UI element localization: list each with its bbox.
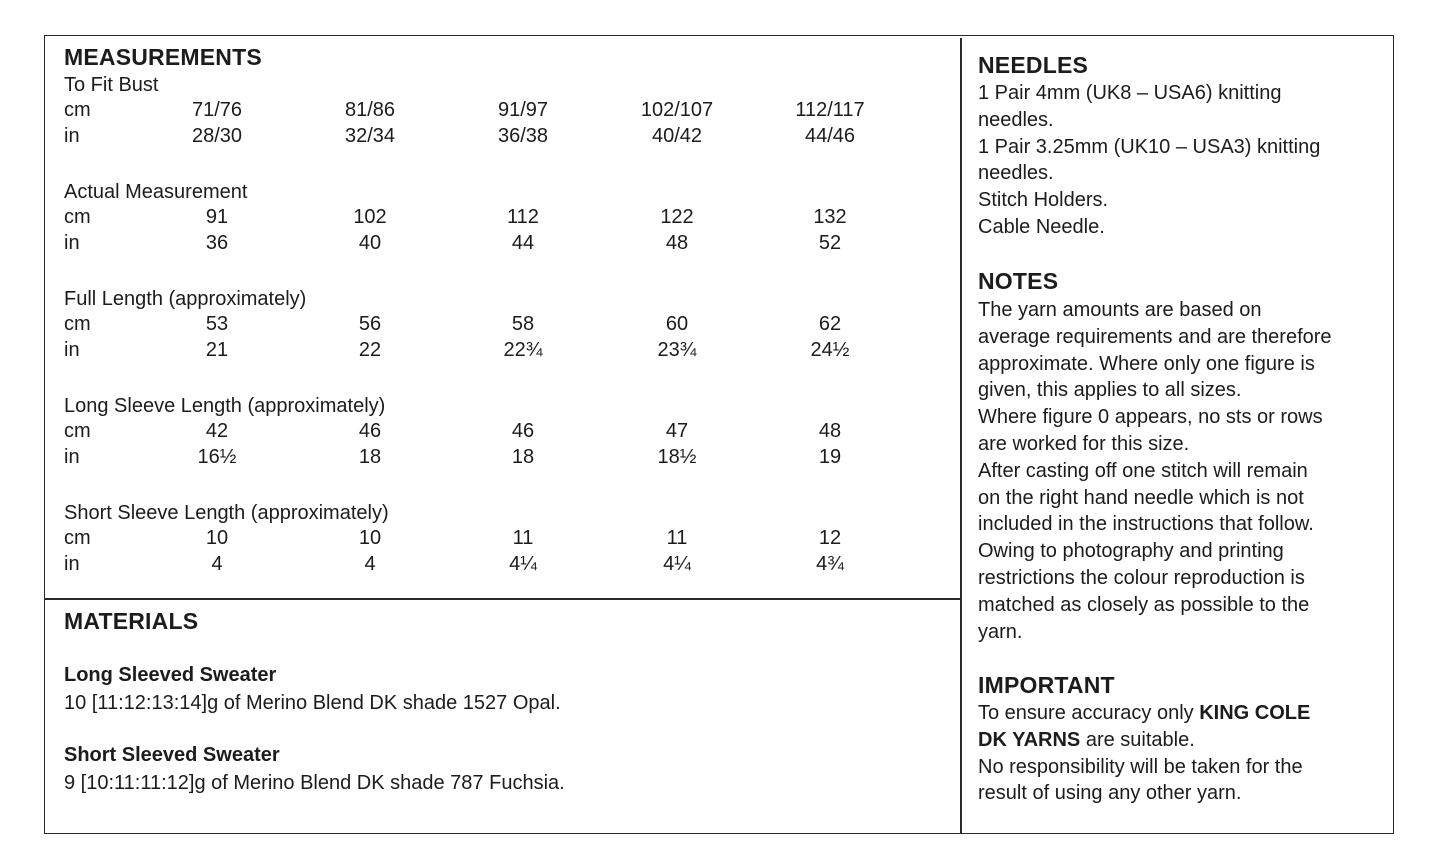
measurement-value: 36 [205, 232, 229, 254]
measurement-value: 42 [205, 420, 229, 442]
measurement-value: 12 [818, 527, 842, 549]
notes-line: average requirements and are therefore [978, 325, 1332, 348]
needles-heading: NEEDLES [978, 52, 1089, 78]
measurement-value: 24½ [810, 339, 850, 361]
measurement-group-label: To Fit Bust [64, 74, 159, 96]
unit-label: in [64, 339, 80, 361]
measurement-value: 102/107 [640, 99, 714, 121]
unit-label: cm [64, 313, 91, 335]
long-sleeved-materials: 10 [11:12:13:14]g of Merino Blend DK shade 1527 Opal. [64, 692, 561, 714]
measurement-value: 21 [205, 339, 229, 361]
short-sleeved-title: Short Sleeved Sweater [64, 744, 280, 766]
notes-line: After casting off one stitch will remain [978, 459, 1308, 482]
notes-line: restrictions the colour reproduction is [978, 566, 1305, 589]
brand-yarn-type: DK YARNS [978, 728, 1081, 751]
notes-line: given, this applies to all sizes. [978, 379, 1242, 402]
important-text [978, 700, 1388, 807]
needles-line: 1 Pair 3.25mm (UK10 – USA3) knitting [978, 135, 1321, 158]
measurement-value: 19 [818, 446, 842, 468]
measurement-value: 48 [665, 232, 689, 254]
measurement-value: 4¾ [816, 553, 844, 575]
important-text-part: are suitable. [1080, 728, 1195, 751]
measurement-value: 10 [358, 527, 382, 549]
measurement-value: 71/76 [191, 99, 243, 121]
measurement-value: 4 [211, 553, 223, 575]
measurement-value: 18 [358, 446, 382, 468]
measurement-value: 18 [511, 446, 535, 468]
important-line [978, 700, 1388, 727]
measurement-value: 46 [358, 420, 382, 442]
measurement-value: 4 [364, 553, 376, 575]
notes-line: included in the instructions that follow. [978, 513, 1314, 536]
unit-label: cm [64, 206, 91, 228]
long-sleeved-title: Long Sleeved Sweater [64, 664, 277, 686]
measurement-value: 81/86 [344, 99, 396, 121]
measurement-value: 122 [660, 206, 694, 228]
unit-label: in [64, 125, 80, 147]
measurement-value: 112 [507, 206, 539, 228]
notes-line: are worked for this size. [978, 432, 1190, 455]
important-line: result of using any other yarn. [978, 782, 1242, 805]
notes-heading: NOTES [978, 268, 1059, 294]
measurement-group-label: Long Sleeve Length (approximately) [64, 395, 386, 417]
measurements-heading: MEASUREMENTS [64, 44, 262, 70]
measurement-value: 60 [665, 313, 689, 335]
measurement-value: 44/46 [804, 125, 856, 147]
needles-line: Stitch Holders. [978, 189, 1109, 212]
important-line: No responsibility will be taken for the [978, 755, 1303, 778]
measurement-group-label: Short Sleeve Length (approximately) [64, 502, 389, 524]
measurement-value: 102 [353, 206, 387, 228]
notes-text [978, 297, 1388, 645]
measurement-group-label: Full Length (approximately) [64, 288, 307, 310]
measurement-value: 28/30 [191, 125, 243, 147]
measurement-value: 36/38 [497, 125, 549, 147]
measurement-value: 22 [358, 339, 382, 361]
measurement-value: 52 [818, 232, 842, 254]
needles-line: 1 Pair 4mm (UK8 – USA6) knitting [978, 82, 1282, 104]
column-divider [960, 38, 962, 834]
measurement-value: 91/97 [497, 99, 549, 121]
measurement-value: 112/117 [795, 99, 865, 121]
notes-line: The yarn amounts are based on [978, 299, 1262, 321]
measurement-value: 10 [205, 527, 229, 549]
section-divider [44, 598, 961, 600]
unit-label: in [64, 553, 80, 575]
measurement-value: 23¾ [657, 339, 697, 361]
measurement-value: 16½ [197, 446, 237, 468]
measurement-value: 47 [665, 420, 689, 442]
measurement-value: 46 [511, 420, 535, 442]
unit-label: in [64, 232, 80, 254]
measurement-value: 22¾ [503, 339, 543, 361]
notes-line: Owing to photography and printing [978, 540, 1284, 563]
notes-line: Where figure 0 appears, no sts or rows [978, 406, 1323, 429]
short-sleeved-materials: 9 [10:11:11:12]g of Merino Blend DK shade 787 Fuchsia. [64, 772, 565, 794]
measurement-value: 11 [666, 527, 688, 549]
measurement-value: 32/34 [344, 125, 396, 147]
measurement-value: 44 [511, 232, 535, 254]
measurement-value: 48 [818, 420, 842, 442]
measurement-value: 56 [358, 313, 382, 335]
notes-line: matched as closely as possible to the [978, 593, 1310, 616]
measurement-value: 40 [358, 232, 382, 254]
materials-heading: MATERIALS [64, 608, 199, 634]
brand-name: KING COLE [1199, 702, 1311, 724]
needles-line: Cable Needle. [978, 215, 1105, 238]
notes-line: on the right hand needle which is not [978, 486, 1304, 509]
measurement-value: 62 [818, 313, 842, 335]
needles-line: needles. [978, 108, 1054, 131]
measurement-value: 58 [511, 313, 535, 335]
important-heading: IMPORTANT [978, 672, 1115, 698]
unit-label: cm [64, 527, 91, 549]
unit-label: in [64, 446, 80, 468]
measurement-value: 91 [205, 206, 229, 228]
measurement-value: 11 [512, 527, 534, 549]
unit-label: cm [64, 99, 91, 121]
important-text-part: To ensure accuracy only [978, 702, 1200, 724]
measurement-value: 132 [813, 206, 847, 228]
notes-line: approximate. Where only one figure is [978, 352, 1315, 375]
measurement-value: 18½ [657, 446, 697, 468]
measurement-value: 4¼ [663, 553, 691, 575]
measurement-value: 53 [205, 313, 229, 335]
measurement-value: 4¼ [509, 553, 537, 575]
unit-label: cm [64, 420, 91, 442]
measurement-value: 40/42 [651, 125, 703, 147]
measurement-group-label: Actual Measurement [64, 181, 248, 203]
notes-line: yarn. [978, 620, 1023, 643]
needles-list [978, 80, 1388, 241]
important-line [978, 727, 1388, 754]
needles-line: needles. [978, 162, 1054, 185]
